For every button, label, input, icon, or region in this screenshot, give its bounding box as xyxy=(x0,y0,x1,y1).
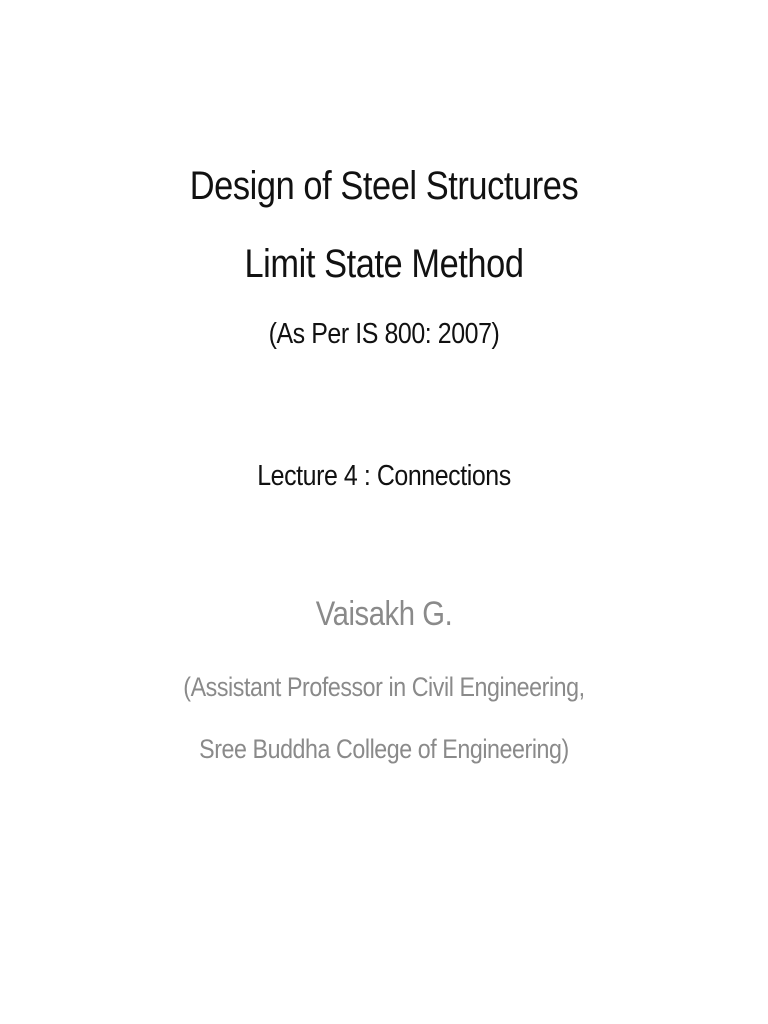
affiliation-line-2: Sree Buddha College of Engineering) xyxy=(199,734,569,764)
lecture-title: Lecture 4 : Connections xyxy=(257,460,511,492)
affiliation-line-1: (Assistant Professor in Civil Engineering, xyxy=(183,672,585,702)
standard-subtitle: (As Per IS 800: 2007) xyxy=(268,318,500,350)
author-name: Vaisakh G. xyxy=(315,595,453,633)
title-line-1: Design of Steel Structures xyxy=(189,164,579,208)
title-line-2: Limit State Method xyxy=(244,242,524,286)
